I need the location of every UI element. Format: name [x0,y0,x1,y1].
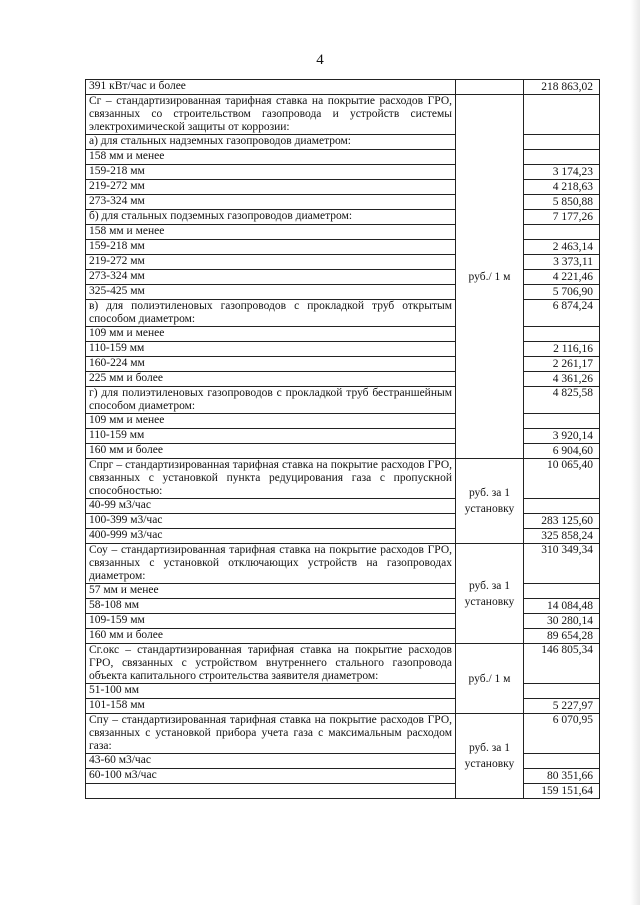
row-value: 10 065,40 [524,459,600,499]
section-description: Cг.окс – стандартизированная тарифная ставка на покрытие расходов ГРО, связанных с устройством внутреннего стального газопровода объекта капитального строительства заявителя диаметром: [86,644,456,684]
row-description: 57 мм и менее [86,584,456,599]
row-value [524,414,600,429]
table-row [86,95,600,135]
row-description: 391 кВт/час и более [86,80,456,95]
row-value: 5 227,97 [524,699,600,714]
row-value: 2 463,14 [524,240,600,255]
row-value: 4 221,46 [524,270,600,285]
section-description: Cг – стандартизированная тарифная ставка на покрытие расходов ГРО, связанных со строительством газопровода и устройств системы электрохимической защиты от коррозии: [86,95,456,135]
row-value [524,684,600,699]
row-value: 7 177,26 [524,210,600,225]
section-description: Cпрг – стандартизированная тарифная ставка на покрытие расходов ГРО, связанных с установкой пункта редуцирования газа с пропускной способностью: [86,459,456,499]
table-row [86,714,600,754]
row-value: 14 084,48 [524,599,600,614]
row-value [524,135,600,150]
row-value: 89 654,28 [524,629,600,644]
unit-cell: руб./ 1 м [456,95,524,459]
row-description: 110-159 мм [86,342,456,357]
subsection-description: г) для полиэтиленовых газопроводов с прокладкой труб бестраншейным способом диаметром: [86,387,456,414]
row-description: 325-425 мм [86,285,456,300]
section-description: Cпу – стандартизированная тарифная ставка на покрытие расходов ГРО, связанных с установкой прибора учета газа с максимальным расходом газа: [86,714,456,754]
row-description: 160 мм и более [86,444,456,459]
unit-cell: руб. за 1 установку [456,459,524,544]
subsection-description: б) для стальных подземных газопроводов диаметром: [86,210,456,225]
unit-cell: руб. за 1 установку [456,544,524,644]
row-value [524,584,600,599]
row-value: 4 218,63 [524,180,600,195]
row-description: 158 мм и менее [86,150,456,165]
row-value [524,225,600,240]
row-description: 160 мм и более [86,629,456,644]
row-description: 400-999 м3/час [86,529,456,544]
section-description: Cоу – стандартизированная тарифная ставка на покрытие расходов ГРО, связанных с установкой отключающих устройств на газопроводах диаметром: [86,544,456,584]
row-description: 273-324 мм [86,195,456,210]
row-value [524,499,600,514]
row-description: 101-158 мм [86,699,456,714]
row-description: 219-272 мм [86,255,456,270]
row-value: 159 151,64 [524,784,600,799]
row-value: 5 706,90 [524,285,600,300]
row-description: 51-100 мм [86,684,456,699]
row-value: 6 070,95 [524,714,600,754]
table-row [86,80,600,95]
table-row [86,644,600,684]
row-value: 218 863,02 [524,80,600,95]
row-description: 159-218 мм [86,240,456,255]
row-description: 159-218 мм [86,165,456,180]
row-value: 310 349,34 [524,544,600,584]
row-value: 283 125,60 [524,514,600,529]
subsection-description: в) для полиэтиленовых газопроводов с прокладкой труб открытым способом диаметром: [86,300,456,327]
row-value: 2 116,16 [524,342,600,357]
row-description: 160-224 мм [86,357,456,372]
row-value: 30 280,14 [524,614,600,629]
row-value: 6 904,60 [524,444,600,459]
row-value: 146 805,34 [524,644,600,684]
row-value [524,327,600,342]
row-description: 219-272 мм [86,180,456,195]
unit-cell: руб./ 1 м [456,644,524,714]
row-value: 6 874,24 [524,300,600,327]
row-value [524,754,600,769]
row-description: 225 мм и более [86,372,456,387]
row-description [86,784,456,799]
table-row [86,459,600,499]
row-description: 110-159 мм [86,429,456,444]
row-value: 3 174,23 [524,165,600,180]
page-number: 4 [316,52,324,68]
subsection-description: а) для стальных надземных газопроводов диаметром: [86,135,456,150]
table-row [86,544,600,584]
unit-cell: руб. за 1 установку [456,714,524,799]
row-description: 100-399 м3/час [86,514,456,529]
row-description: 43-60 м3/час [86,754,456,769]
row-value: 4 361,26 [524,372,600,387]
row-value [524,95,600,135]
row-description: 109-159 мм [86,614,456,629]
row-unit [456,80,524,95]
row-description: 109 мм и менее [86,414,456,429]
row-value: 4 825,58 [524,387,600,414]
row-description: 40-99 м3/час [86,499,456,514]
row-description: 109 мм и менее [86,327,456,342]
row-value: 3 920,14 [524,429,600,444]
row-value: 80 351,66 [524,769,600,784]
row-value: 2 261,17 [524,357,600,372]
row-value [524,150,600,165]
row-description: 58-108 мм [86,599,456,614]
tariff-table [85,79,600,799]
row-value: 5 850,88 [524,195,600,210]
scan-edge-shadow [630,0,640,905]
row-description: 158 мм и менее [86,225,456,240]
row-description: 273-324 мм [86,270,456,285]
row-value: 3 373,11 [524,255,600,270]
row-value: 325 858,24 [524,529,600,544]
row-description: 60-100 м3/час [86,769,456,784]
